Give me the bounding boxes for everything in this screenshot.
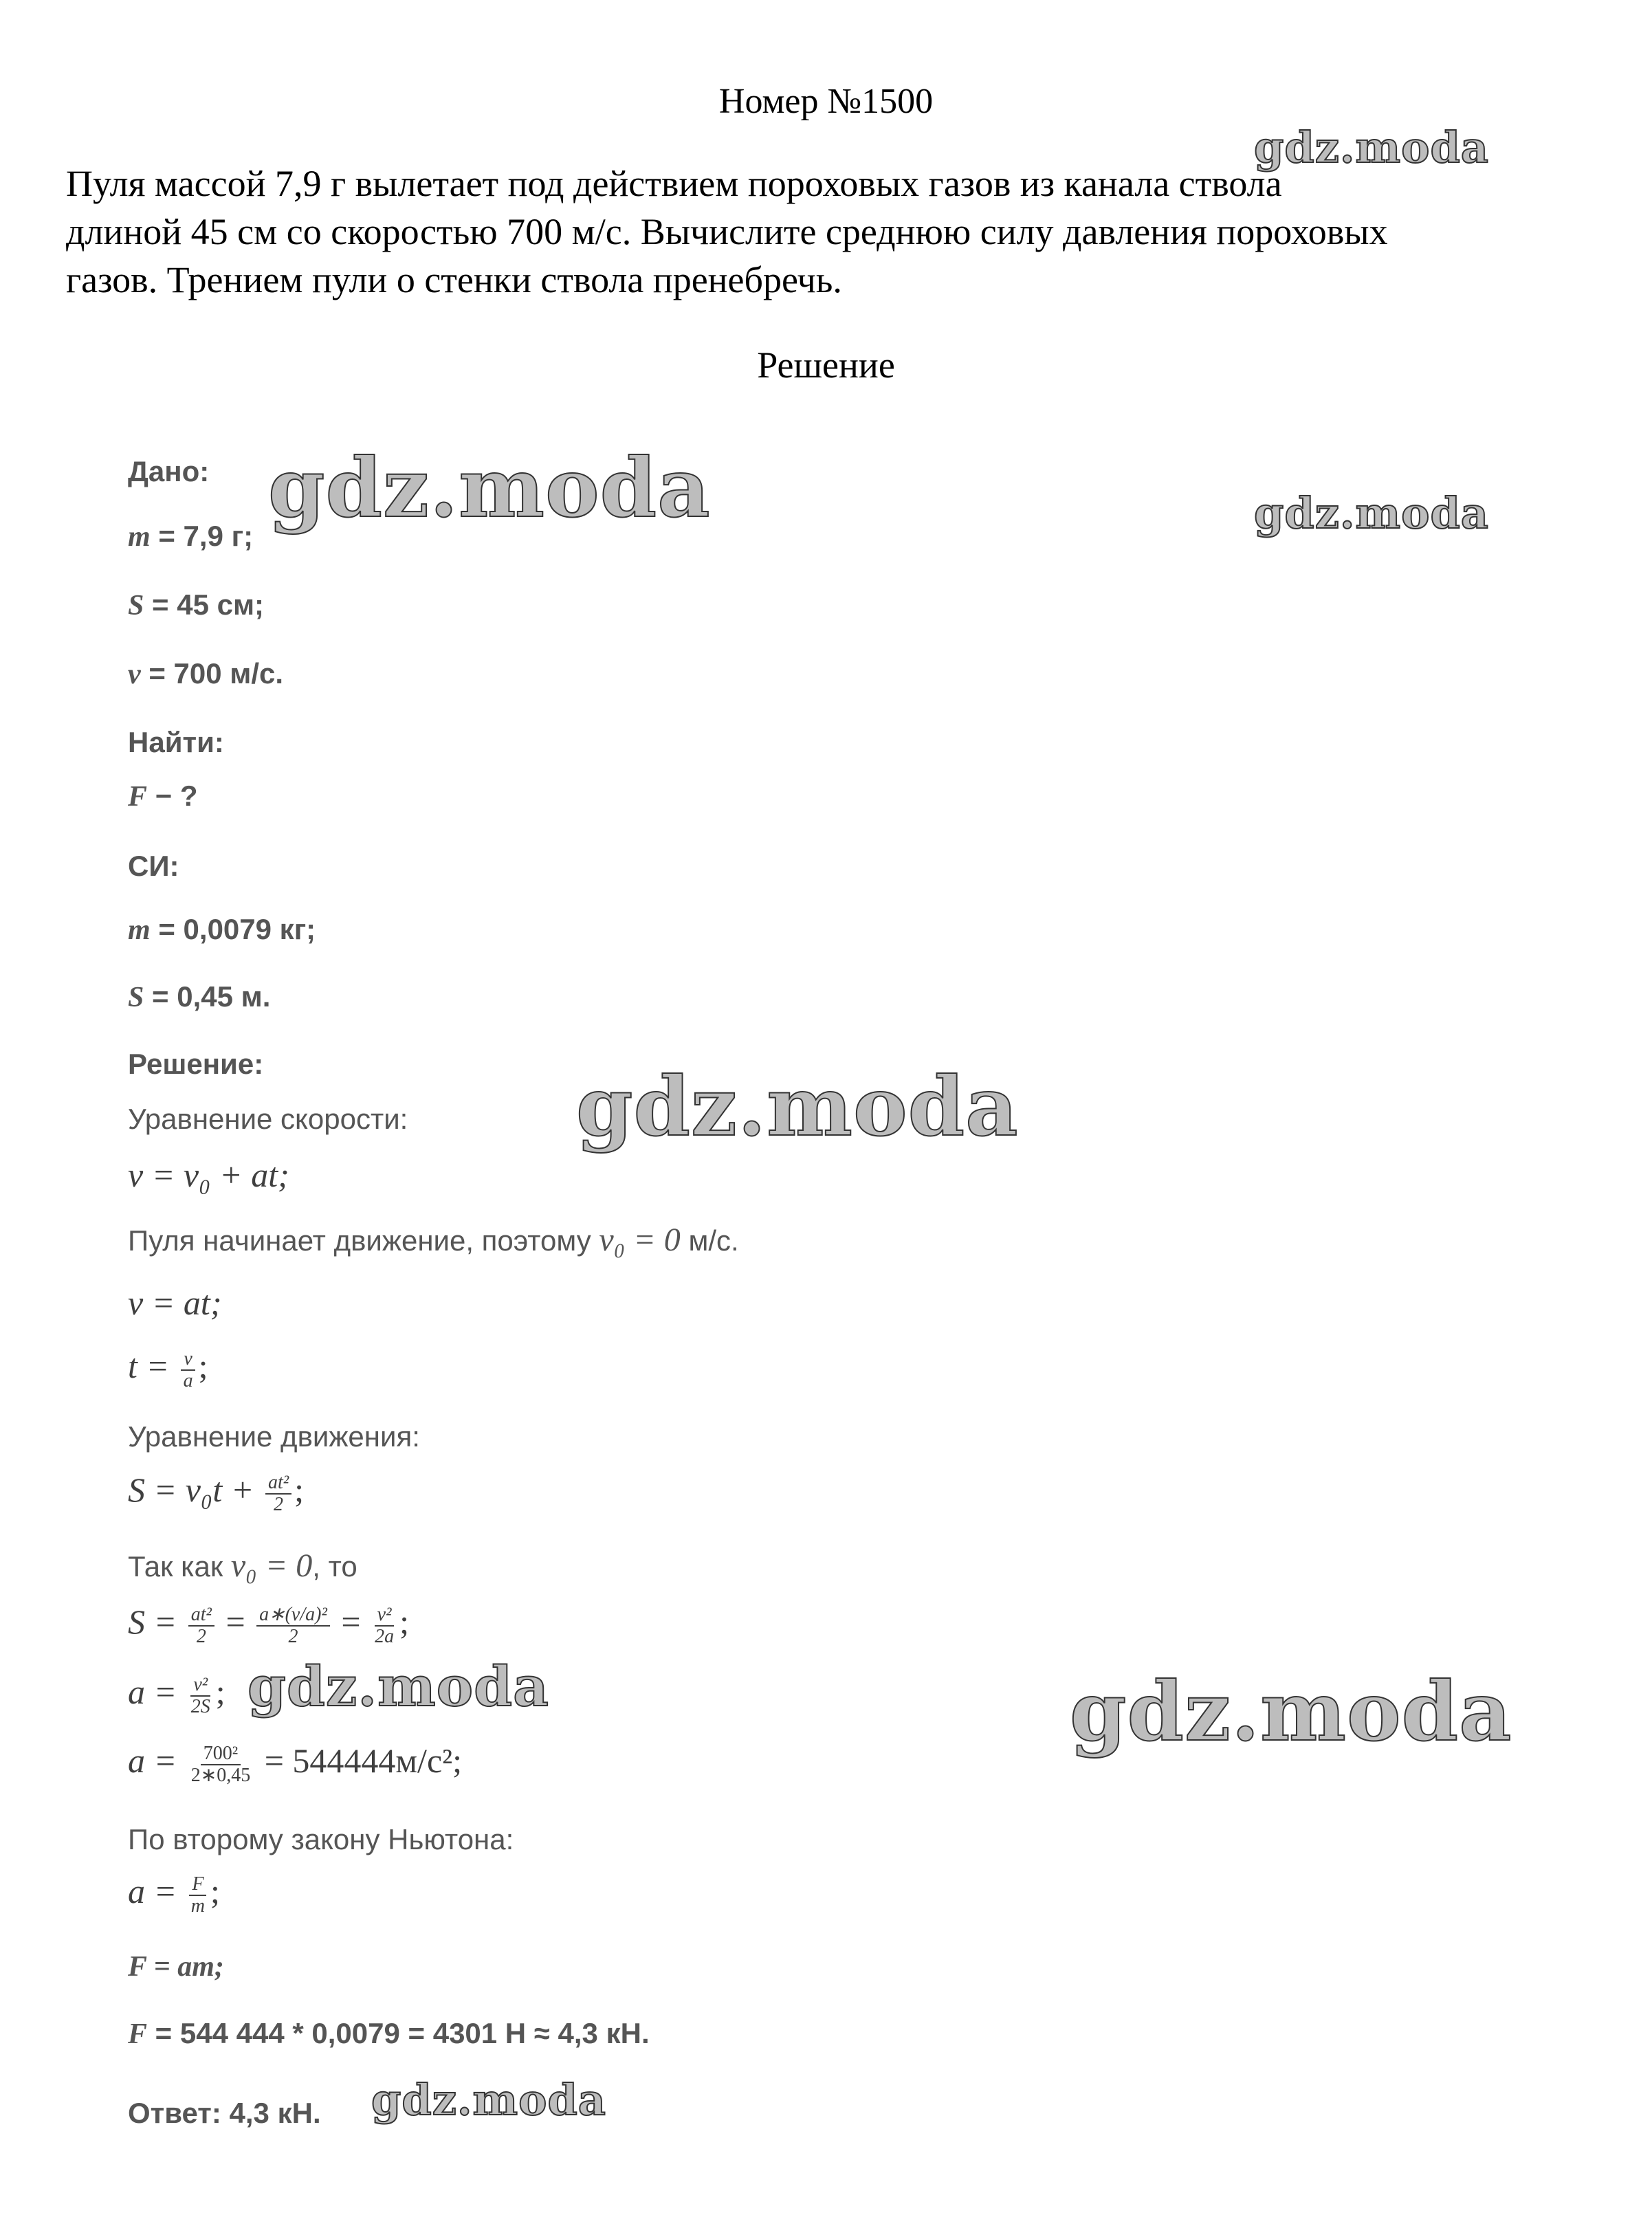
numerator: a∗(v/a)²	[256, 1605, 330, 1627]
motion-equation-label: Уравнение движения:	[128, 1420, 420, 1453]
fraction	[181, 1349, 196, 1391]
given-speed-value: = 700 м/с.	[140, 657, 284, 690]
equation-lhs: a =	[128, 1741, 186, 1780]
since-then: , то	[312, 1550, 357, 1583]
equation-lhs: a =	[128, 1872, 186, 1910]
equation-end: ;	[198, 1347, 208, 1385]
problem-statement	[66, 159, 1592, 304]
denominator: 2	[274, 1493, 284, 1515]
find-label: Найти:	[128, 726, 224, 758]
problem-line: длиной 45 см со скоростью 700 м/с. Вычислите среднюю силу давления пороховых	[66, 211, 1388, 252]
page-title: Номер №1500	[718, 82, 934, 121]
start-text: Пуля начинает движение, поэтому	[128, 1224, 591, 1257]
equation-end: ;	[210, 1872, 220, 1910]
denominator: 2a	[375, 1625, 395, 1647]
equation-text: v = v₀ + at;	[128, 1156, 289, 1194]
si-mass-value: = 0,0079 кг;	[150, 913, 316, 945]
force-value: = 544 444 * 0,0079 = 4301 Н ≈ 4,3 кН.	[147, 2017, 650, 2049]
solution-label: Решение:	[128, 1048, 264, 1080]
si-mass	[128, 913, 316, 947]
var-v: v	[128, 659, 141, 690]
equation-s-derivation	[128, 1602, 409, 1647]
watermark: gdz.moda	[1070, 1664, 1512, 1759]
equation-end: ;	[215, 1673, 225, 1711]
equation-lhs: S = v₀t +	[128, 1470, 263, 1509]
equation-lhs: S =	[128, 1602, 186, 1641]
equation-lhs: t =	[128, 1347, 178, 1385]
find-rest: − ?	[147, 780, 198, 812]
fraction	[188, 1743, 253, 1786]
var-f: F	[128, 781, 148, 813]
si-label: СИ:	[128, 850, 179, 882]
equation-t	[128, 1346, 208, 1391]
fraction	[372, 1605, 397, 1647]
equation-newton	[128, 1871, 220, 1917]
denominator: 2	[288, 1625, 298, 1647]
watermark: gdz.moda	[247, 1654, 549, 1719]
problem-line: Пуля массой 7,9 г вылетает под действием пороховых газов из канала ствола	[66, 163, 1282, 204]
given-mass-value: = 7,9 г;	[150, 520, 254, 552]
answer: Ответ: 4,3 кН.	[128, 2097, 321, 2129]
equation-speed	[128, 1155, 289, 1195]
var-m: m	[128, 521, 151, 553]
equation-end: ;	[294, 1470, 305, 1509]
numerator: F	[189, 1874, 206, 1896]
var-s: S	[128, 982, 144, 1013]
since-condition	[128, 1547, 357, 1585]
fraction	[188, 1874, 208, 1917]
given-label: Дано:	[128, 455, 210, 487]
fraction	[188, 1605, 214, 1647]
watermark: gdz.moda	[268, 440, 711, 536]
var-s: S	[128, 590, 144, 621]
watermark: gdz.moda	[576, 1059, 1019, 1154]
solution-heading: Решение	[757, 344, 895, 386]
var-f: F	[128, 2018, 148, 2050]
denominator: 2S	[190, 1695, 210, 1717]
denominator: 2	[196, 1625, 206, 1647]
si-distance-value: = 0,45 м.	[144, 980, 271, 1013]
equation-text: F = am;	[128, 1951, 224, 1983]
fraction	[188, 1675, 213, 1717]
equation-motion	[128, 1470, 304, 1515]
equation-force-value	[128, 2017, 650, 2051]
numerator: at²	[188, 1605, 214, 1627]
numerator: v²	[375, 1605, 395, 1627]
equation-rhs: = 544444м/с²;	[256, 1741, 463, 1780]
denominator: m	[190, 1895, 205, 1917]
numerator: v	[181, 1349, 195, 1371]
start-condition	[128, 1221, 739, 1259]
given-mass	[128, 520, 253, 553]
fraction	[256, 1605, 330, 1647]
equals: =	[217, 1602, 254, 1641]
speed-equation-label: Уравнение скорости:	[128, 1103, 408, 1135]
equation-v-at	[128, 1283, 221, 1323]
denominator: a	[183, 1369, 193, 1391]
denominator: 2∗0,45	[190, 1764, 251, 1786]
fraction	[265, 1473, 291, 1515]
numerator: at²	[265, 1473, 291, 1495]
given-distance	[128, 588, 264, 622]
equation-force	[128, 1950, 224, 1983]
si-distance	[128, 980, 270, 1014]
problem-line: газов. Трением пули о стенки ствола пренебречь.	[66, 259, 842, 300]
equation-lhs: a =	[128, 1673, 186, 1711]
numerator: v²	[190, 1675, 210, 1697]
since-text: Так как	[128, 1550, 223, 1583]
numerator: 700²	[201, 1743, 241, 1765]
watermark: gdz.moda	[371, 2075, 606, 2125]
newton-law-label: По второму закону Ньютона:	[128, 1823, 514, 1855]
equation-end: ;	[399, 1602, 409, 1641]
watermark: gdz.moda	[1254, 488, 1489, 538]
find-value	[128, 780, 198, 813]
start-math: v₀ = 0	[599, 1222, 681, 1258]
equation-a-value	[128, 1741, 462, 1786]
start-unit: м/с.	[680, 1224, 739, 1257]
equation-text: v = at;	[128, 1283, 222, 1322]
var-m: m	[128, 914, 151, 946]
given-speed	[128, 657, 283, 691]
watermark: gdz.moda	[1254, 122, 1489, 173]
given-distance-value: = 45 см;	[144, 588, 265, 621]
since-math: v₀ = 0	[230, 1547, 313, 1584]
equation-a	[128, 1672, 225, 1717]
equals: =	[332, 1602, 370, 1641]
